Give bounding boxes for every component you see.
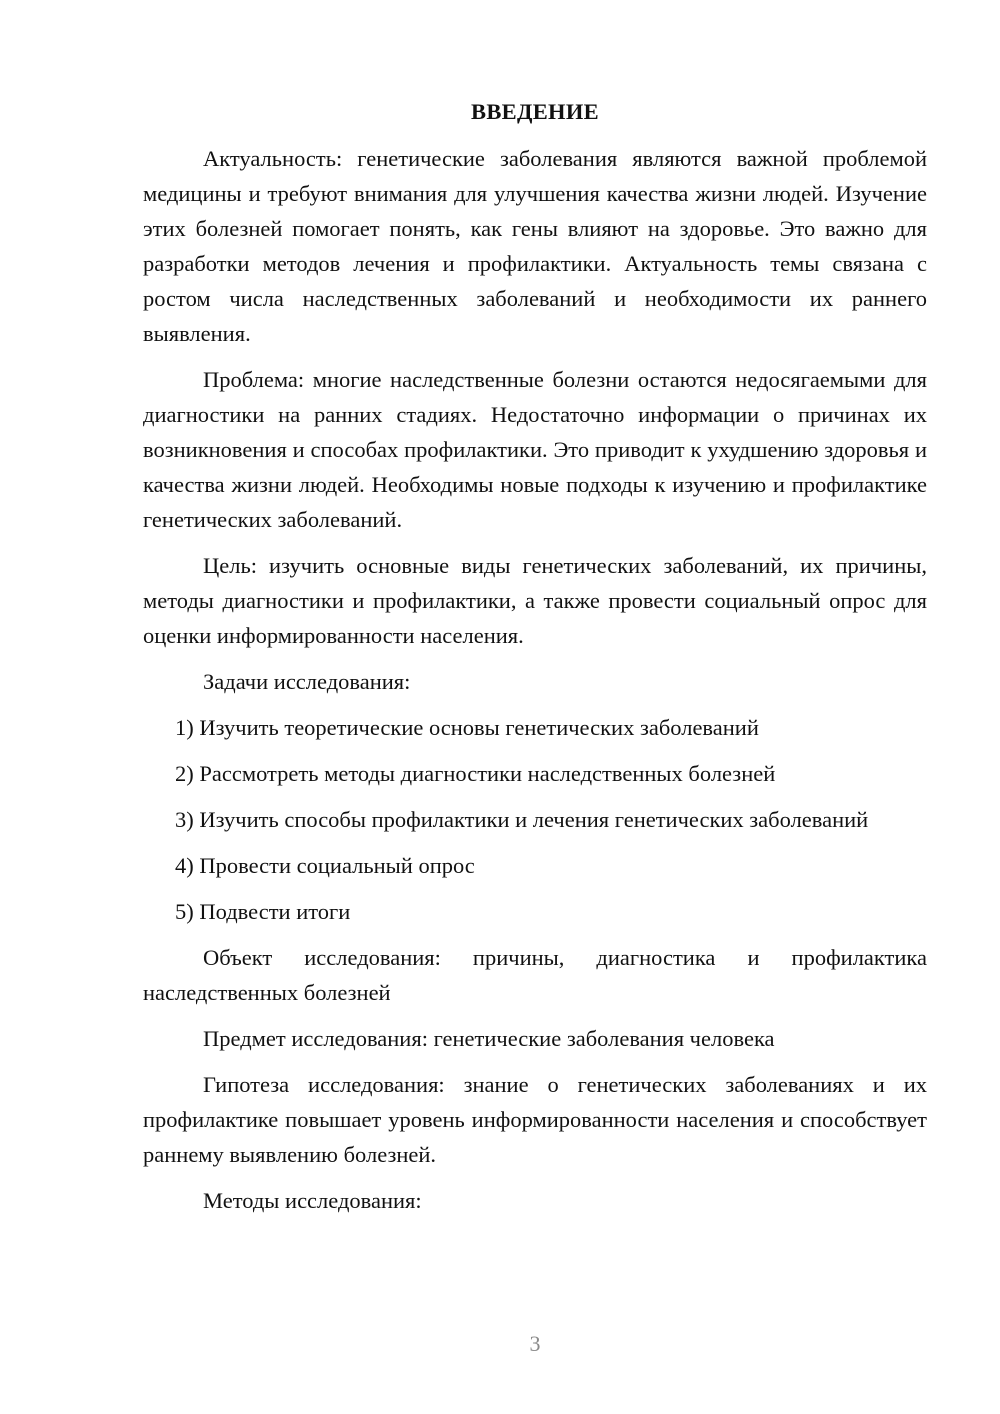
paragraph-tasks-heading: Задачи исследования: <box>203 669 411 694</box>
document-title: ВВЕДЕНИЕ <box>471 99 599 124</box>
paragraph-object: Объект исследования: причины, диагностика и профилактика наследственных болезней <box>143 945 927 1005</box>
paragraph-problem: Проблема: многие наследственные болезни остаются недосягаемыми для диагностики на ранних стадиях. Недостаточно информации о причинах их возникновения и способах профилактики. Это приводит к ухудшению здоровья и качества жизни людей. Необходимы новые подходы к изучению и профилактике генетических заболеваний. <box>143 367 927 532</box>
task-item: 5) Подвести итоги <box>175 899 351 924</box>
page-number: 3 <box>529 1331 541 1356</box>
task-item: 4) Провести социальный опрос <box>175 853 475 878</box>
paragraph-subject: Предмет исследования: генетические заболевания человека <box>203 1026 775 1051</box>
task-item: 2) Рассмотреть методы диагностики наследственных болезней <box>175 761 776 786</box>
paragraph-relevance: Актуальность: генетические заболевания являются важной проблемой медицины и требуют внимания для улучшения качества жизни людей. Изучение этих болезней помогает понять, как гены влияют на здоровье. Это важно для разработки методов лечения и профилактики. Актуальность темы связана с ростом числа наследственных заболеваний и необходимости их раннего выявления. <box>143 146 927 346</box>
paragraph-hypothesis: Гипотеза исследования: знание о генетических заболеваниях и их профилактике повышает уровень информированности населения и способствует раннему выявлению болезней. <box>143 1072 927 1167</box>
paragraph-methods: Методы исследования: <box>203 1188 422 1213</box>
task-item: 3) Изучить способы профилактики и лечения генетических заболеваний <box>175 807 869 832</box>
paragraph-goal: Цель: изучить основные виды генетических заболеваний, их причины, методы диагностики и профилактики, а также провести социальный опрос для оценки информированности населения. <box>143 553 927 648</box>
task-item: 1) Изучить теоретические основы генетических заболеваний <box>175 715 759 740</box>
document-page <box>143 94 927 1229</box>
